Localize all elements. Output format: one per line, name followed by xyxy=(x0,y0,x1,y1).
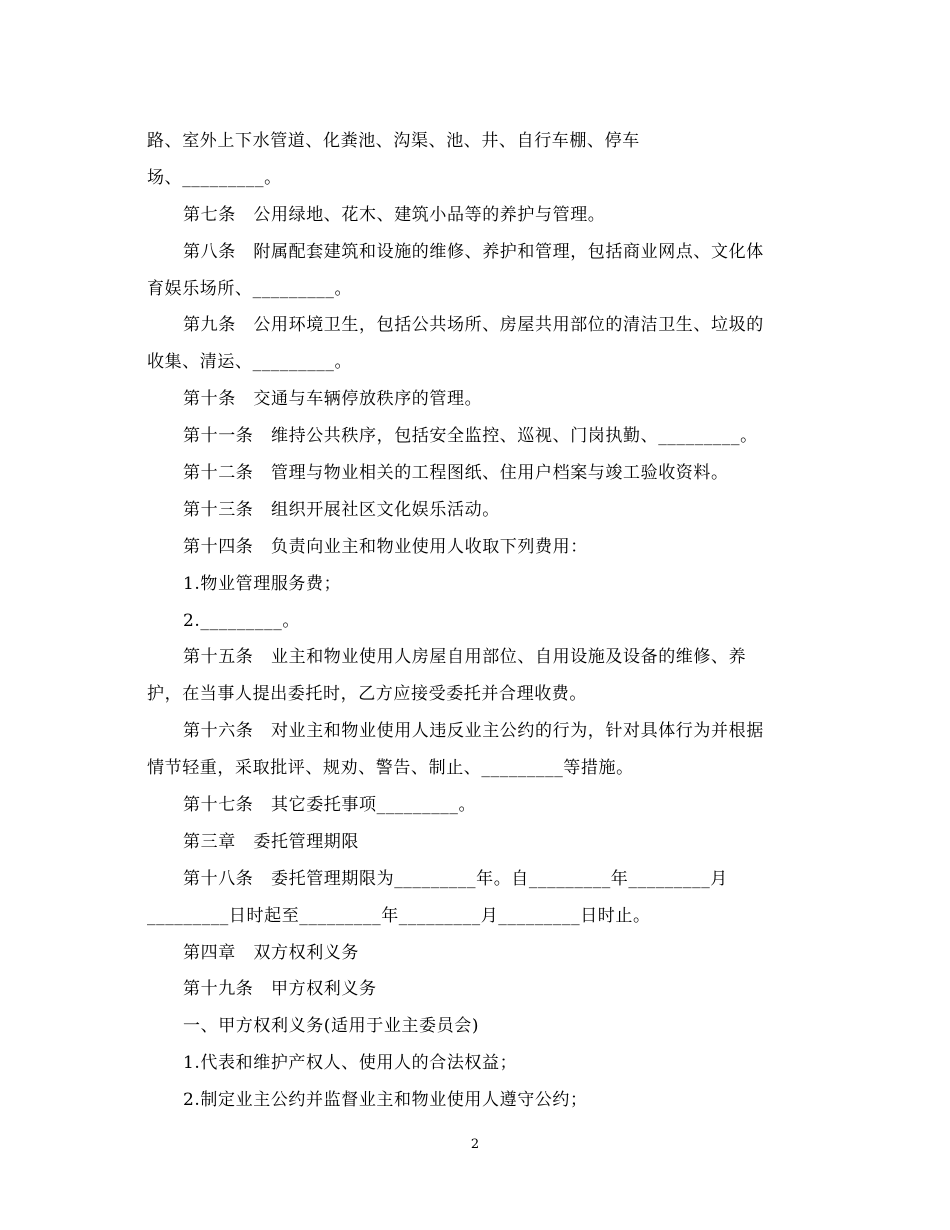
document-line: 路、室外上下水管道、化粪池、沟渠、池、井、自行车棚、停车 xyxy=(147,131,640,151)
document-line: _________日时起至_________年_________月_________日时止。 xyxy=(147,905,651,926)
document-line: 1.物业管理服务费； xyxy=(183,573,342,594)
document-line: 第十九条 甲方权利义务 xyxy=(183,979,377,1000)
document-body xyxy=(147,123,807,1119)
document-line: 第十七条 其它委托事项_________。 xyxy=(183,795,477,816)
document-line: 收集、清运、_________。 xyxy=(147,352,353,373)
document-line: 护，在当事人提出委托时，乙方应接受委托并合理收费。 xyxy=(147,684,587,705)
document-line: 2._________。 xyxy=(183,610,300,631)
document-line: 第九条 公用环境卫生，包括公共场所、房屋共用部位的清洁卫生、垃圾的 xyxy=(183,315,764,336)
document-line: 第七条 公用绿地、花木、建筑小品等的养护与管理。 xyxy=(183,204,606,225)
document-line: 第八条 附属配套建筑和设施的维修、养护和管理，包括商业网点、文化体 xyxy=(183,241,764,262)
document-line: 第三章 委托管理期限 xyxy=(183,831,359,852)
document-line: 第十八条 委托管理期限为_________年。自_________年_________月 xyxy=(183,868,728,889)
document-line: 第十四条 负责向业主和物业使用人收取下列费用： xyxy=(183,536,588,557)
document-line: 第十五条 业主和物业使用人房屋自用部位、自用设施及设备的维修、养 xyxy=(183,647,747,668)
document-line: 1.代表和维护产权人、使用人的合法权益； xyxy=(183,1053,518,1074)
document-line: 第十六条 对业主和物业使用人违反业主公约的行为，针对具体行为并根据 xyxy=(183,721,764,742)
document-line: 一、甲方权利义务(适用于业主委员会) xyxy=(183,1016,480,1037)
document-line: 第四章 双方权利义务 xyxy=(183,942,359,963)
document-line: 第十一条 维持公共秩序，包括安全监控、巡视、门岗执勤、_________。 xyxy=(183,426,758,447)
document-line: 第十三条 组织开展社区文化娱乐活动。 xyxy=(183,499,500,520)
page-number: 2 xyxy=(470,1137,480,1152)
document-line: 场、_________。 xyxy=(147,167,282,188)
document-line: 第十二条 管理与物业相关的工程图纸、住用户档案与竣工验收资料。 xyxy=(183,463,729,484)
document-line: 2.制定业主公约并监督业主和物业使用人遵守公约； xyxy=(183,1090,588,1111)
document-line: 第十条 交通与车辆停放秩序的管理。 xyxy=(183,389,483,410)
document-line: 情节轻重，采取批评、规劝、警告、制止、_________等措施。 xyxy=(147,758,634,779)
document-line: 育娱乐场所、_________。 xyxy=(147,278,353,299)
